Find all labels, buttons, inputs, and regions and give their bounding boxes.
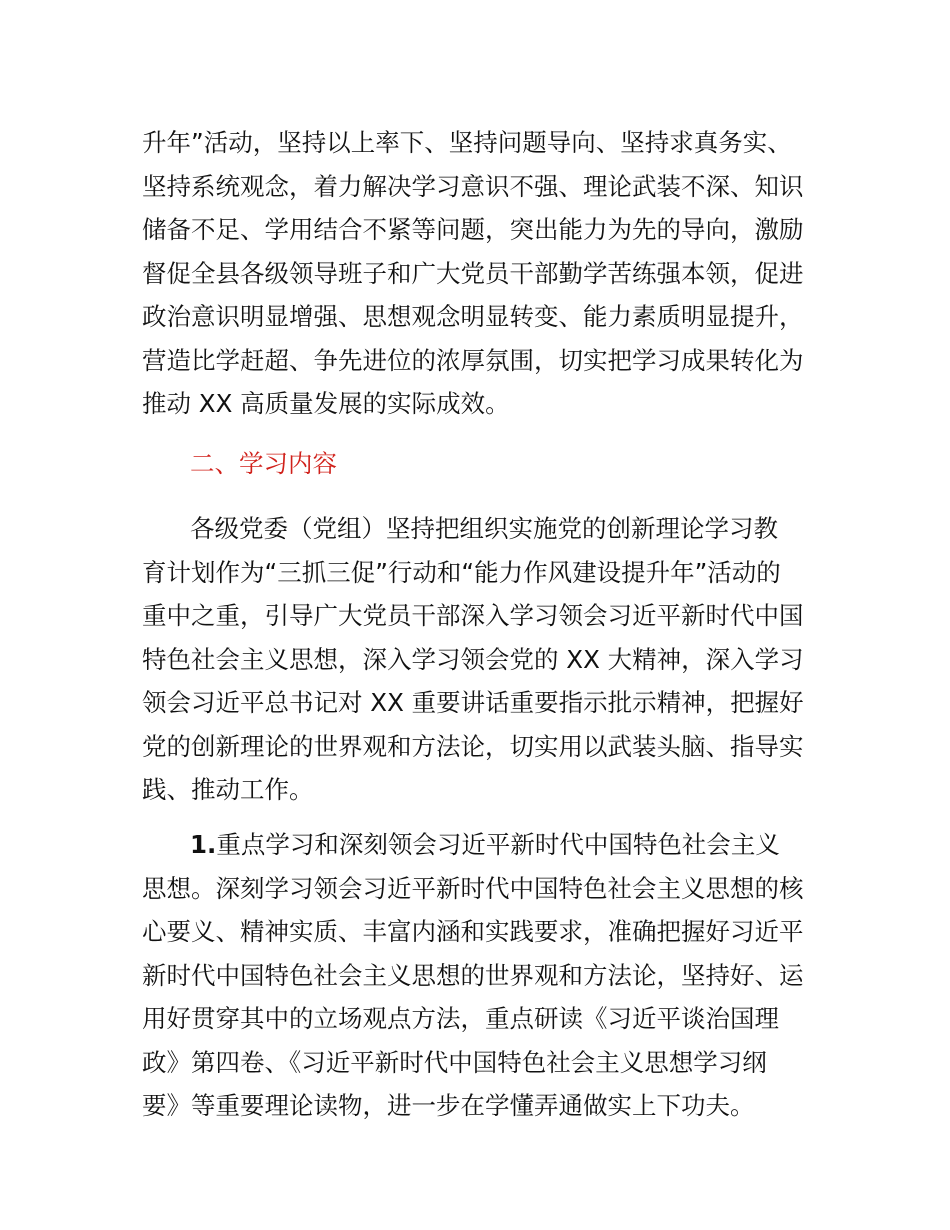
text-line: 用好贯穿其中的立场观点方法，重点研读《习近平谈治国理 [142, 1004, 779, 1033]
text-line: 推动 XX 高质量发展的实际成效。 [142, 389, 510, 418]
item-number: 1. [190, 830, 217, 859]
content-paragraph [142, 507, 814, 812]
section-heading: 二、学习内容 [190, 449, 337, 478]
text-line: 重中之重，引导广大党员干部深入学习领会习近平新时代中国 [142, 601, 804, 630]
text-line: 坚持系统观念，着力解决学习意识不强、理论武装不深、知识 [142, 171, 804, 201]
item-lead-text: 重点学习和深刻领会习近平新时代中国特色社会主义 [216, 830, 780, 859]
text-line: 营造比学赶超、争先进位的浓厚氛围，切实把学习成果转化为 [142, 345, 804, 375]
item-first-line [142, 823, 814, 867]
text-line: 育计划作为“三抓三促”行动和“能力作风建设提升年”活动的 [142, 557, 781, 587]
text-line: 思想。深刻学习领会习近平新时代中国特色社会主义思想的核 [142, 873, 804, 903]
text-line: 党的创新理论的世界观和方法论，切实用以武装头脑、指导实 [142, 731, 804, 761]
text-line: 要》等重要理论读物，进一步在学懂弄通做实上下功夫。 [142, 1091, 755, 1120]
text-line: 新时代中国特色社会主义思想的世界观和方法论，坚持好、运 [142, 960, 804, 990]
numbered-item-1 [142, 823, 814, 1128]
text-line: 督促全县各级领导班子和广大党员干部勤学苦练强本领，促进 [142, 258, 804, 288]
text-line: 政》第四卷、《习近平新时代中国特色社会主义思想学习纲 [142, 1047, 767, 1077]
text-line: 领会习近平总书记对 XX 重要讲话重要指示批示精神，把握好 [142, 688, 804, 717]
text-line: 特色社会主义思想，深入学习领会党的 XX 大精神，深入学习 [142, 644, 804, 674]
intro-paragraph-continuation [142, 121, 814, 426]
text-line: 心要义、精神实质、丰富内涵和实践要求，准确把握好习近平 [142, 917, 804, 946]
text-line: 践、推动工作。 [142, 775, 314, 804]
text-line: 政治意识明显增强、思想观念明显转变、能力素质明显提升， [142, 302, 804, 331]
text-line: 升年”活动，坚持以上率下、坚持问题导向、坚持求真务实、 [142, 128, 792, 157]
text-line: 储备不足、学用结合不紧等问题，突出能力为先的导向，激励 [142, 215, 804, 244]
text-line: 各级党委（党组）坚持把组织实施党的创新理论学习教 [190, 514, 778, 543]
